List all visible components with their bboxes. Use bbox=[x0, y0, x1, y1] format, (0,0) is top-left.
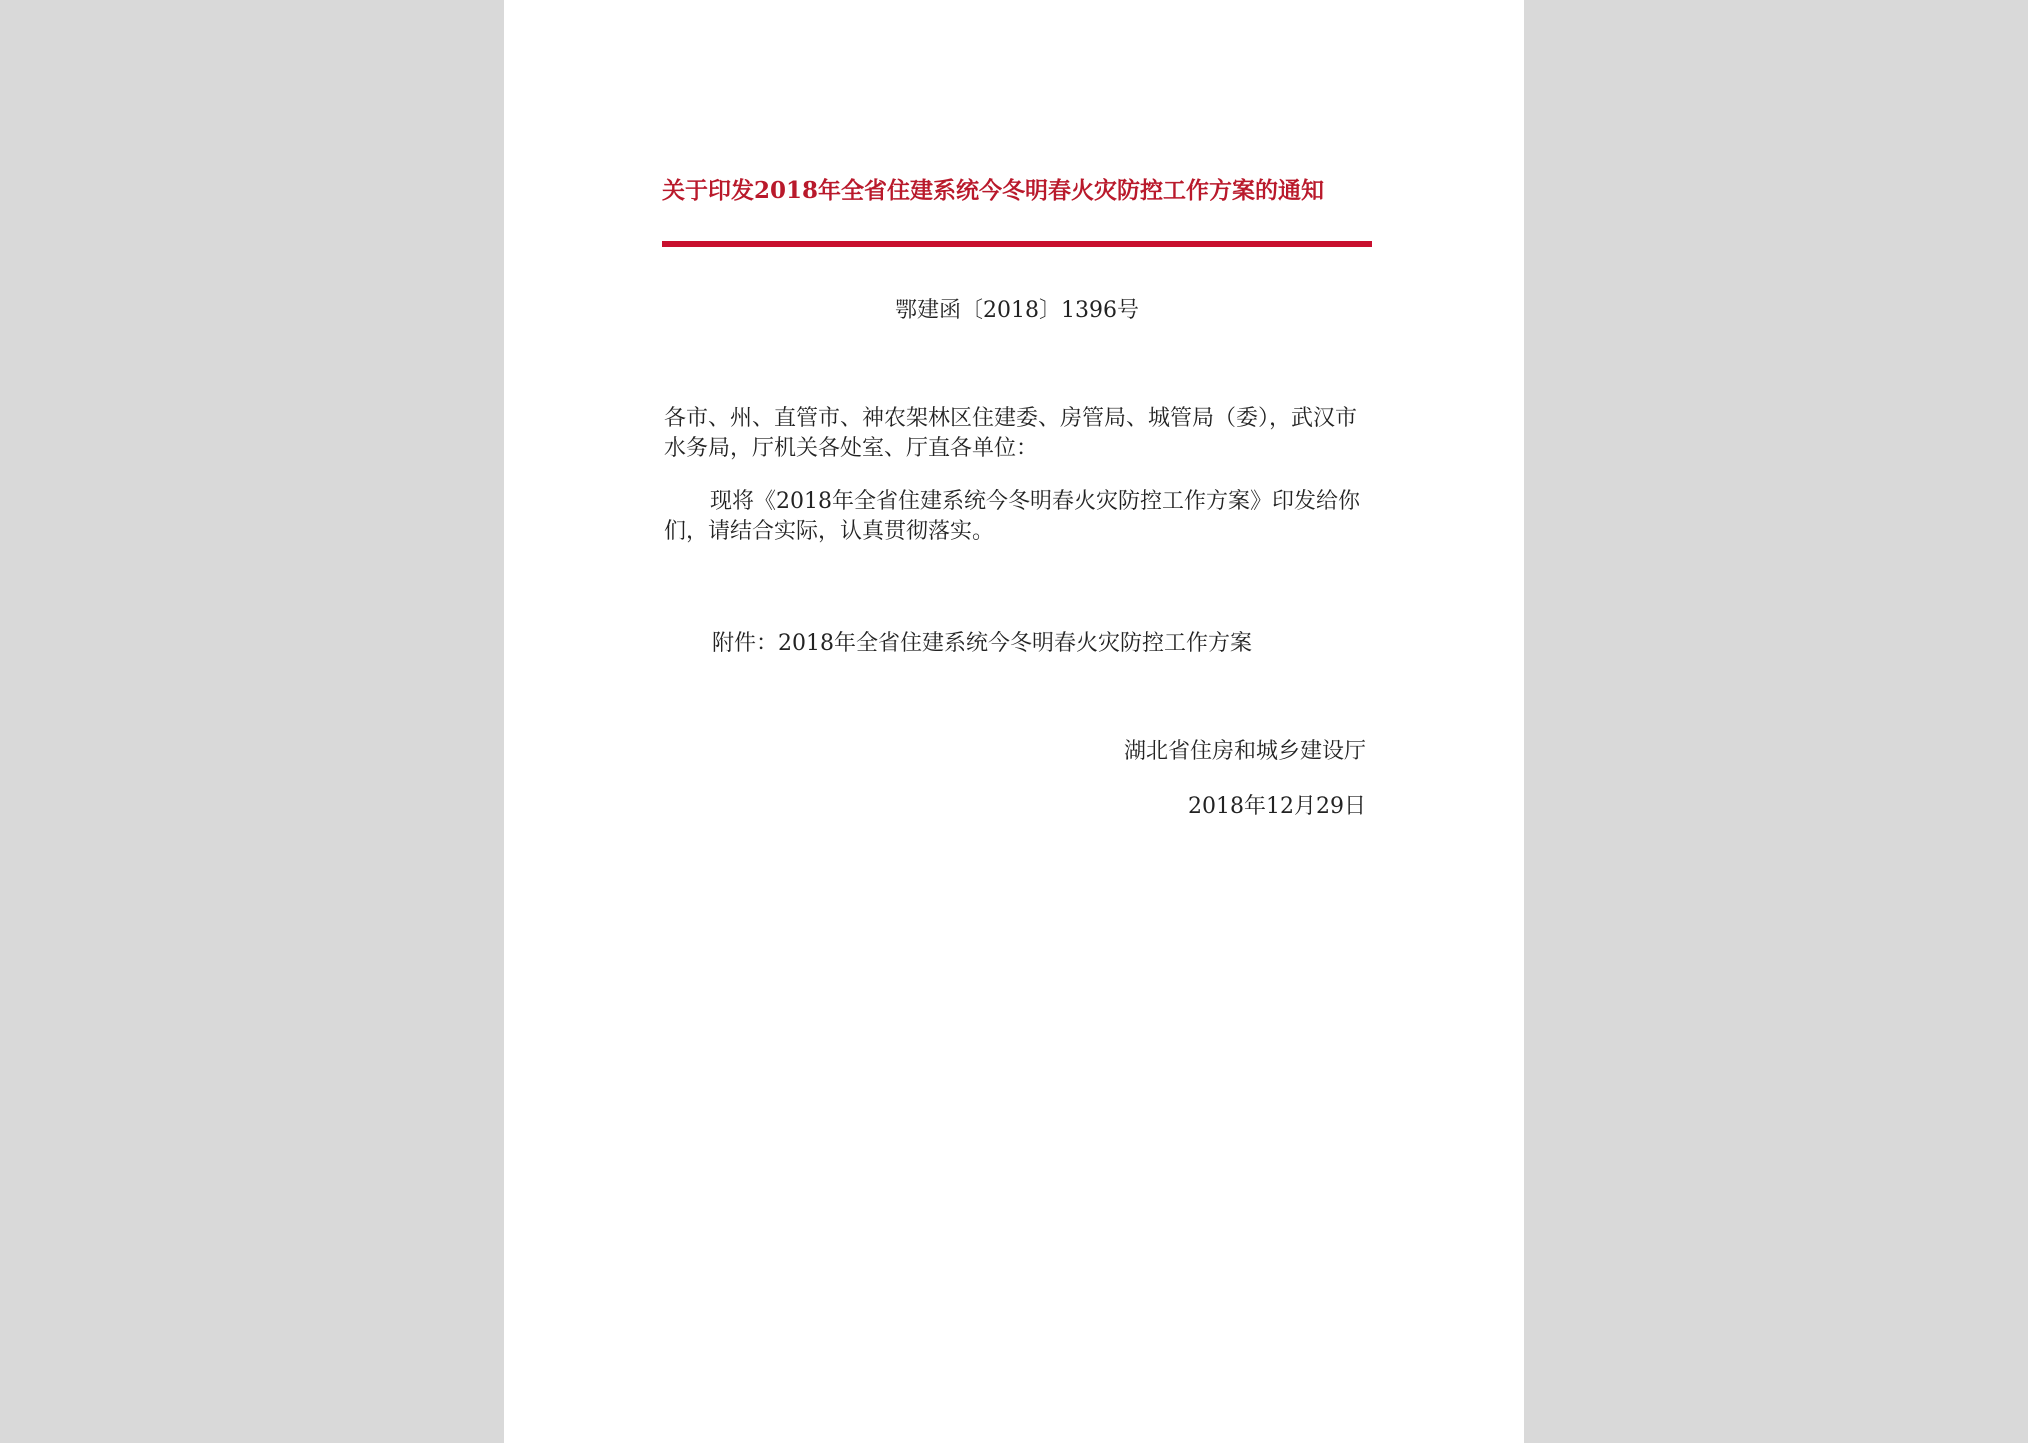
addressee-paragraph: 各市、州、直管市、神农架林区住建委、房管局、城管局（委），武汉市水务局，厅机关各处室、厅直各单位： bbox=[664, 406, 1358, 461]
attachment-line: 附件：2018年全省住建系统今冬明春火灾防控工作方案 bbox=[712, 631, 1252, 656]
document-title: 关于印发2018年全省住建系统今冬明春火灾防控工作方案的通知 bbox=[662, 177, 1325, 204]
issuing-authority: 湖北省住房和城乡建设厅 bbox=[1123, 739, 1366, 764]
document-page bbox=[504, 0, 1524, 1443]
document-number: 鄂建函〔2018〕1396号 bbox=[895, 298, 1139, 323]
issue-date: 2018年12月29日 bbox=[1188, 794, 1366, 819]
body-paragraph: 现将《2018年全省住建系统今冬明春火灾防控工作方案》印发给你们，请结合实际，认真贯彻落实。 bbox=[664, 489, 1360, 544]
red-divider-line bbox=[662, 241, 1372, 247]
